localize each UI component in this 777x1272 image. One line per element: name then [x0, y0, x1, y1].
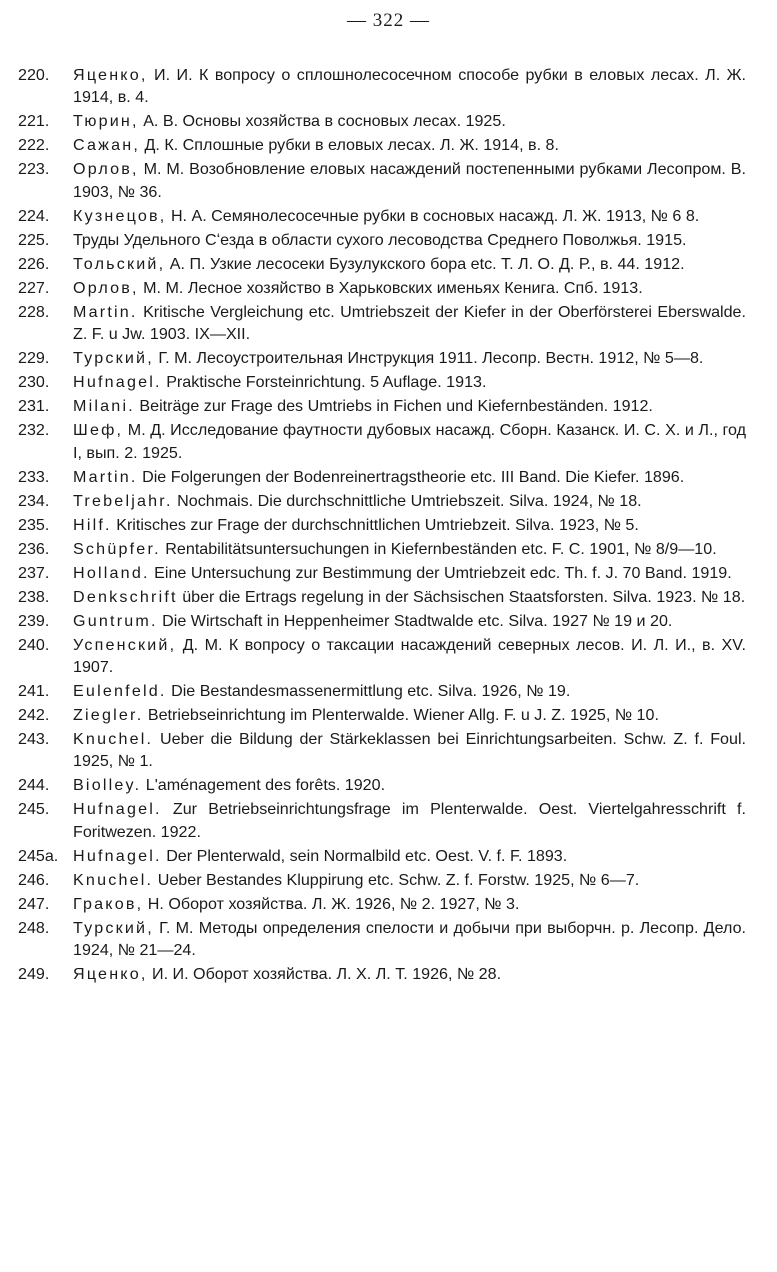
entry-author: Knuchel. [73, 730, 154, 749]
entry-citation: Die Bestandesmassenermittlung etc. Silva. 1926, № 19. [171, 682, 571, 701]
entry-citation: Д. К. Сплошные рубки в еловых лесах. Л. Ж. 1914, в. 8. [144, 136, 559, 155]
reference-entry [18, 395, 746, 417]
reference-entry [18, 277, 746, 299]
entry-body [73, 110, 746, 132]
entry-number: 245a. [18, 846, 59, 865]
entry-number: 234. [18, 491, 50, 510]
entry-citation: Г. М. Лесоустроительная Инструкция 1911. Лесопр. Вестн. 1912, № 5—8. [158, 349, 704, 368]
entry-body [73, 347, 746, 369]
entry-body [73, 680, 746, 702]
entry-body [73, 610, 746, 632]
reference-entry [18, 869, 746, 891]
reference-entry [18, 253, 746, 275]
reference-entry [18, 419, 746, 464]
entry-citation: Ueber Bestandes Kluppirung etc. Schw. Z. f. Forstw. 1925, № 6—7. [157, 870, 640, 889]
entry-citation: Zur Betriebseinrichtungsfrage im Plenterwalde. Oest. Viertelgahresschrift f. Foritwezen. 1922. [73, 800, 746, 841]
entry-number: 222. [18, 136, 50, 155]
reference-entry [18, 466, 746, 488]
entry-number: 247. [18, 894, 50, 913]
entry-author: Тюрин, [73, 112, 139, 131]
entry-number: 229. [18, 349, 50, 368]
entry-author: Hufnagel. [73, 846, 162, 865]
entry-number: 236. [18, 539, 50, 558]
entry-citation: Eine Untersuchung zur Bestimmung der Umtriebzeit edc. Th. f. J. 70 Band. 1919. [154, 563, 732, 582]
reference-entry [18, 917, 746, 962]
entry-number: 238. [18, 587, 50, 606]
entry-body [73, 419, 746, 464]
entry-number: 223. [18, 160, 50, 179]
reference-entry [18, 798, 746, 843]
entry-citation: Ueber die Bildung der Stärkeklassen bei Einrichtungsarbeiten. Schw. Z. f. Foul. 1925, № 1. [73, 730, 746, 771]
entry-number: 249. [18, 965, 50, 984]
reference-entry [18, 64, 746, 109]
entry-author: Martin. [73, 302, 138, 321]
entry-author: Biolley. [73, 776, 142, 795]
entry-author: Турский, [73, 349, 154, 368]
entry-citation: Kritische Vergleichung etc. Umtriebszeit der Kiefer in der Oberförsterei Eberswalde. Z. F. u Jw. 1903. IX—XII. [73, 302, 746, 344]
entry-body [73, 64, 746, 109]
entry-citation: М. М. Лесное хозяйство в Харьковских именьях Кенига. Спб. 1913. [143, 278, 643, 297]
entry-body [73, 728, 746, 773]
entry-number: 220. [18, 66, 50, 84]
entry-number: 248. [18, 918, 50, 937]
entry-body [73, 774, 746, 796]
entry-author: Ziegler. [73, 706, 144, 725]
reference-entry [18, 634, 746, 679]
reference-entry [18, 514, 746, 536]
entry-citation: Die Folgerungen der Bodenreinertragstheorie etc. III Band. Die Kiefer. 1896. [142, 467, 685, 486]
entry-body [73, 893, 746, 915]
reference-entry [18, 347, 746, 369]
reference-entry [18, 490, 746, 512]
entry-number: 230. [18, 373, 50, 392]
reference-entry [18, 205, 746, 227]
entry-body [73, 634, 746, 679]
entry-citation: L'aménagement des forêts. 1920. [145, 776, 386, 795]
reference-entry [18, 538, 746, 560]
entry-author: Schüpfer. [73, 539, 161, 558]
entry-citation: Н. А. Семянолесосечные рубки в сосновых насажд. Л. Ж. 1913, № 6 8. [170, 206, 700, 225]
entry-citation: И. И. Оборот хозяйства. Л. Х. Л. Т. 1926, № 28. [152, 965, 502, 984]
entry-author: Milani. [73, 397, 135, 416]
entry-number: 233. [18, 467, 50, 486]
entry-citation: über die Ertrags regelung in der Sächsischen Staatsforsten. Silva. 1923. № 18. [182, 587, 746, 606]
reference-entry [18, 704, 746, 726]
entry-number: 232. [18, 421, 50, 440]
entry-number: 231. [18, 397, 50, 416]
entry-body [73, 134, 746, 156]
entry-citation: Н. Оборот хозяйства. Л. Ж. 1926, № 2. 1927, № 3. [147, 894, 520, 913]
entry-author: Орлов, [73, 160, 139, 179]
entry-citation: А. П. Узкие лесосеки Бузулукского бора etc. Т. Л. О. Д. Р., в. 44. 1912. [169, 254, 685, 273]
reference-list [18, 64, 746, 987]
entry-citation: Der Plenterwald, sein Normalbild etc. Oest. V. f. F. 1893. [166, 846, 568, 865]
entry-citation: Beiträge zur Frage des Umtriebs in Fichen und Kiefernbeständen. 1912. [139, 397, 653, 416]
entry-body [73, 490, 746, 512]
entry-body [73, 466, 746, 488]
entry-body [73, 158, 746, 203]
entry-citation: Kritisches zur Frage der durchschnittlichen Umtriebzeit. Silva. 1923, № 5. [116, 515, 639, 534]
reference-entry [18, 728, 746, 773]
entry-body [73, 301, 746, 346]
entry-author: Eulenfeld. [73, 682, 167, 701]
reference-entry [18, 845, 746, 867]
entry-number: 239. [18, 611, 50, 630]
entry-body [73, 514, 746, 536]
entry-author: Knuchel. [73, 870, 154, 889]
entry-author: Hilf. [73, 515, 112, 534]
page-number: — 322 — [347, 10, 430, 31]
entry-number: 246. [18, 870, 50, 889]
entry-number: 243. [18, 730, 50, 749]
reference-entry [18, 893, 746, 915]
reference-entry [18, 371, 746, 393]
entry-author: Тольский, [73, 254, 166, 273]
entry-number: 237. [18, 563, 50, 582]
entry-citation: Труды Удельного Сʻезда в области сухого лесоводства Среднего Поволжья. 1915. [73, 230, 687, 249]
entry-number: 240. [18, 635, 50, 654]
entry-body [73, 253, 746, 275]
reference-entry [18, 301, 746, 346]
reference-entry [18, 158, 746, 203]
entry-number: 235. [18, 515, 50, 534]
entry-author: Яценко, [73, 965, 148, 984]
entry-number: 241. [18, 682, 50, 701]
entry-number: 228. [18, 302, 50, 321]
reference-entry [18, 774, 746, 796]
entry-citation: А. В. Основы хозяйства в сосновых лесах. 1925. [143, 112, 506, 131]
entry-body [73, 869, 746, 891]
reference-entry [18, 610, 746, 632]
entry-citation: Rentabilitätsuntersuchungen in Kiefernbeständen etc. F. C. 1901, № 8/9—10. [165, 539, 717, 558]
entry-citation: Д. М. К вопросу о таксации насаждений северных лесов. И. Л. И., в. XV. 1907. [73, 635, 746, 677]
entry-body [73, 845, 746, 867]
entry-author: Кузнецов, [73, 206, 167, 225]
entry-body [73, 538, 746, 560]
entry-body [73, 277, 746, 299]
entry-author: Яценко, [73, 66, 148, 84]
entry-number: 226. [18, 254, 50, 273]
entry-citation: Nochmais. Die durchschnittliche Umtriebszeit. Silva. 1924, № 18. [177, 491, 642, 510]
entry-body [73, 704, 746, 726]
entry-citation: Die Wirtschaft in Heppenheimer Stadtwalde etc. Silva. 1927 № 19 и 20. [162, 611, 673, 630]
entry-author: Граков, [73, 894, 144, 913]
entry-author: Holland. [73, 563, 150, 582]
entry-citation: Г. М. Методы определения спелости и добычи при выборчн. р. Лесопр. Дело. 1924, № 21—24. [73, 918, 746, 960]
entry-body [73, 371, 746, 393]
entry-author: Trebeljahr. [73, 491, 173, 510]
entry-citation: Betriebseinrichtung im Plenterwalde. Wiener Allg. F. u J. Z. 1925, № 10. [147, 706, 659, 725]
entry-number: 244. [18, 776, 50, 795]
reference-entry [18, 680, 746, 702]
entry-body [73, 205, 746, 227]
entry-author: Denkschrift [73, 587, 178, 606]
entry-number: 242. [18, 706, 50, 725]
entry-author: Hufnagel. [73, 373, 162, 392]
entry-author: Martin. [73, 467, 138, 486]
entry-author: Guntrum. [73, 611, 158, 630]
entry-body [73, 229, 746, 251]
entry-author: Сажан, [73, 136, 141, 155]
reference-entry [18, 229, 746, 251]
entry-number: 221. [18, 112, 50, 131]
entry-number: 227. [18, 278, 50, 297]
entry-author: Успенский, [73, 635, 177, 654]
reference-entry [18, 110, 746, 132]
reference-entry [18, 134, 746, 156]
entry-body [73, 586, 746, 608]
entry-author: Hufnagel. [73, 800, 162, 819]
entry-body [73, 562, 746, 584]
entry-author: Орлов, [73, 278, 139, 297]
reference-entry [18, 562, 746, 584]
entry-number: 225. [18, 230, 50, 249]
reference-entry [18, 963, 746, 985]
entry-citation: Praktische Forsteinrichtung. 5 Auflage. 1913. [166, 373, 487, 392]
entry-citation: М. М. Возобновление еловых насаждений постепенными рубками Лесопром. В. 1903, № 36. [73, 160, 746, 201]
entry-citation: И. И. К вопросу о сплошнолесосечном способе рубки в еловых лесах. Л. Ж. 1914, в. 4. [73, 66, 746, 107]
entry-body [73, 917, 746, 962]
entry-number: 224. [18, 206, 50, 225]
entry-body [73, 963, 746, 985]
entry-author: Шеф, [73, 421, 124, 440]
entry-body [73, 798, 746, 843]
reference-entry [18, 586, 746, 608]
entry-number: 245. [18, 800, 50, 819]
entry-body [73, 395, 746, 417]
entry-author: Турский, [73, 918, 154, 937]
entry-citation: М. Д. Исследование фаутности дубовых насажд. Сборн. Казанск. И. С. Х. и Л., год I, вып. 2. 1925. [73, 421, 746, 462]
